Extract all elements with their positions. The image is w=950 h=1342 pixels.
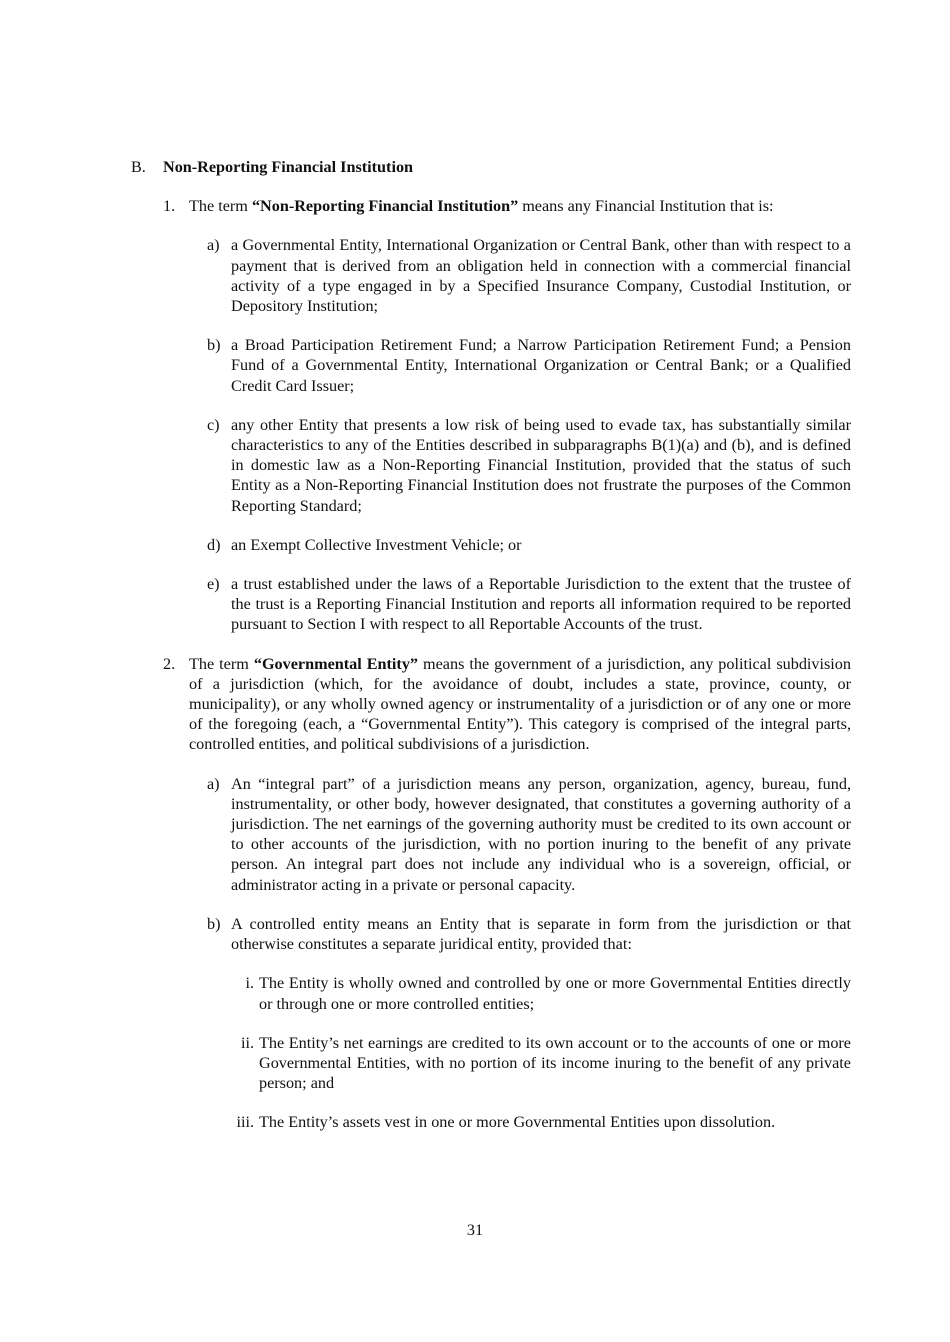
item-text-pre: The term [189,654,254,673]
clause-text: The Entity is wholly owned and controlled by one or more Governmental Entities directly or through one or more controlled entities; [259,974,851,1013]
item-number: 1. [163,197,176,216]
defined-term: “Non-Reporting Financial Institution” [251,197,519,216]
clause-label: i. [245,974,254,993]
subparagraph-text: a Broad Participation Retirement Fund; a Narrow Participation Retirement Fund; a Pension Fund of a Governmental Entity, International Organization or Central Bank; or a Qualified Credit Card Issuer; [231,336,851,395]
subparagraph-label: a) [207,236,220,255]
subparagraph-2a [189,774,851,895]
subparagraph-label: e) [207,575,220,594]
paragraph-item-2 [163,654,851,755]
subparagraph-text: an Exempt Collective Investment Vehicle; or [231,535,522,554]
subparagraph-label: d) [207,535,221,554]
subparagraph-text: a trust established under the laws of a Reportable Jurisdiction to the extent that the trustee of the trust is a Reporting Financial Institution and reports all information required to be reported pursuant to Section I with respect to all Reportable Accounts of the trust. [231,575,851,634]
item-number: 2. [163,654,176,673]
subparagraph-label: b) [207,336,221,355]
section-heading [131,157,851,177]
subparagraph-2b [189,914,851,954]
subparagraph-text: any other Entity that presents a low risk of being used to evade tax, has substantially similar characteristics to any of the Entities described in subparagraphs B(1)(a) and (b), and is defined in domestic law as a Non-Reporting Financial Institution, provided that the status of such Entity as a Non-Reporting Financial Institution does not frustrate the purposes of the Common Reporting Standard; [231,415,851,515]
clause-text: The Entity’s assets vest in one or more Governmental Entities upon dissolution. [259,1113,776,1132]
subparagraph-1d [189,535,851,555]
subparagraph-text: A controlled entity means an Entity that is separate in form from the jurisdiction or that otherwise constitutes a separate juridical entity, provided that: [231,914,851,954]
item-text-post: means any Financial Institution that is: [518,197,774,216]
item-text-pre: The term [189,197,252,216]
item-text [189,654,851,755]
subparagraph-label: a) [207,774,220,793]
section-title: Non-Reporting Financial Institution [163,158,414,176]
item-text-post: means the government of a jurisdiction, any political subdivision of a jurisdiction (which, for the avoidance of doubt, includes a state, province, county, or municipality), or any wholly owned agency or instrumentality of a jurisdiction or of any one or more of the foregoing (each, a “Governmental Entity”). This category is comprised of the integral parts, controlled entities, and political subdivisions of a jurisdiction. [189,654,851,754]
subparagraph-label: b) [207,914,221,933]
defined-term: “Governmental Entity” [253,654,419,673]
paragraph-item-1 [163,196,851,216]
subparagraph-1c [189,415,851,516]
clause-label: iii. [236,1113,254,1132]
subparagraph-1b [189,335,851,396]
clause-iii [231,1112,851,1132]
page-number: 31 [466,1221,484,1239]
subparagraph-text: An “integral part” of a jurisdiction means any person, organization, agency, bureau, fund, instrumentality, or other body, however designated, that constitutes a governing authority of a jurisdiction. The net earnings of the governing authority must be credited to its own account or to other accounts of the jurisdiction, with no portion inuring to the benefit of any private person. An integral part does not include any individual who is a sovereign, official, or administrator acting in a private or personal capacity. [231,774,851,894]
subparagraph-1e [189,574,851,635]
clause-label: ii. [240,1033,254,1052]
clause-text: The Entity’s net earnings are credited to its own account or to the accounts of one or more Governmental Entities, with no portion of its income inuring to the benefit of any private person; and [259,1033,851,1093]
subparagraph-text: a Governmental Entity, International Organization or Central Bank, other than with respect to a payment that is derived from an obligation held in connection with a commercial financial activity of a type engaged in by a Specified Insurance Company, Custodial Institution, or Depository Institution; [231,236,851,316]
item-text [189,196,851,216]
section-label: B. [131,158,146,176]
clause-ii [231,1033,851,1094]
subparagraph-label: c) [207,415,220,434]
subparagraph-1a [189,235,851,316]
clause-i [231,973,851,1013]
